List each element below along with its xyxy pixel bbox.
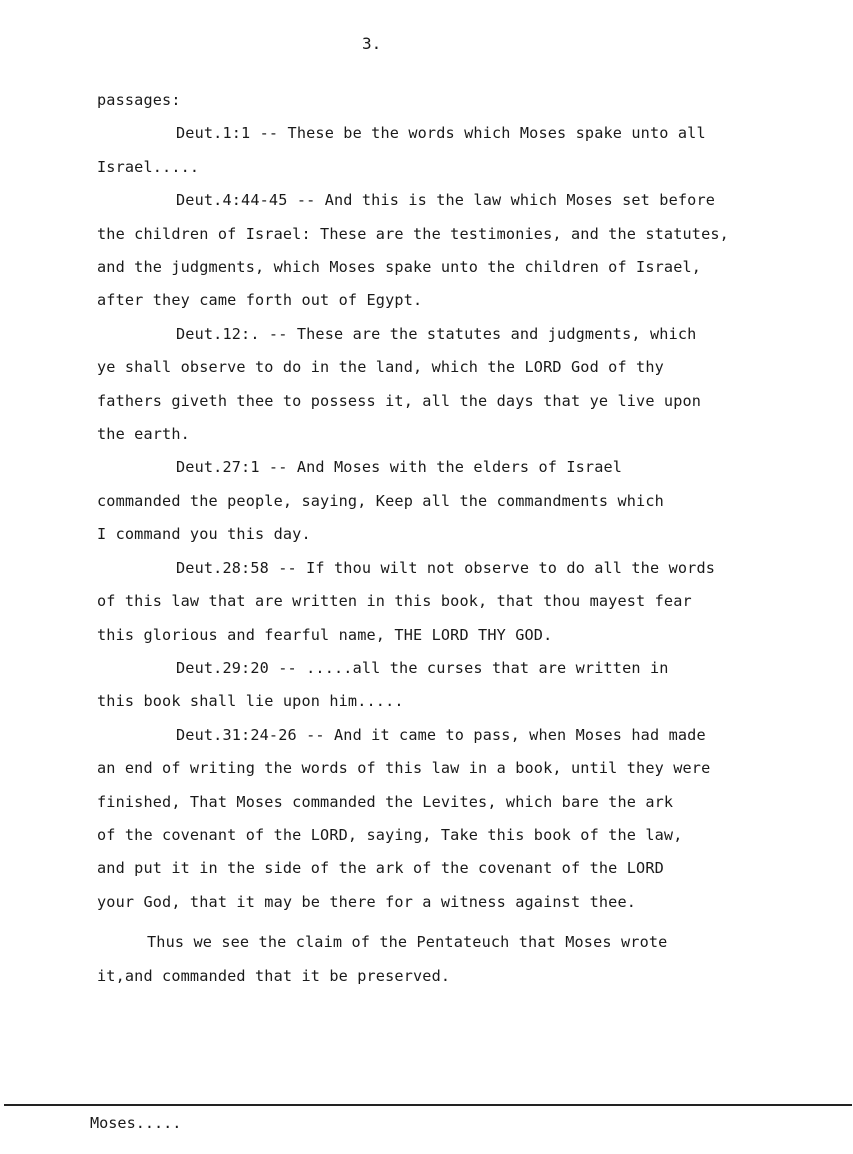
text-line: Deut.1:1 -- These be the words which Moses spake unto all [176,124,706,143]
text-line: of the covenant of the LORD, saying, Take this book of the law, [97,825,683,844]
text-line: your God, that it may be there for a witness against thee. [97,892,637,911]
text-line: Deut.27:1 -- And Moses with the elders of Israel [176,458,623,477]
text-line: Thus we see the claim of the Pentateuch that Moses wrote [147,933,668,952]
text-line: passages: [97,91,181,109]
document-body [97,84,797,993]
text-line: fathers giveth thee to possess it, all the days that ye live upon [97,391,702,410]
page-number: 3. [362,34,382,53]
text-line: Deut.12:. -- These are the statutes and judgments, which [176,324,697,343]
text-line: Deut.4:44-45 -- And this is the law which Moses set before [176,191,716,210]
text-line: ye shall observe to do in the land, which the LORD God of thy [97,358,664,377]
footer-rule [4,1104,852,1106]
text-line: I command you this day. [97,525,311,544]
text-line: Israel..... [97,157,200,176]
footer-catchword: Moses..... [90,1114,182,1132]
text-line: Deut.28:58 -- If thou wilt not observe to do all the words [176,558,716,577]
text-line: of this law that are written in this book, that thou mayest fear [97,592,692,611]
text-line: after they came forth out of Egypt. [97,291,423,310]
text-line: Deut.29:20 -- .....all the curses that are written in [176,658,669,677]
text-line: the earth. [97,425,190,444]
text-line: Deut.31:24-26 -- And it came to pass, when Moses had made [176,725,706,744]
text-line: finished, That Moses commanded the Levites, which bare the ark [97,792,674,811]
text-line: and the judgments, which Moses spake unto the children of Israel, [97,258,702,277]
text-line: it,and commanded that it be preserved. [97,966,451,985]
text-line: the children of Israel: These are the testimonies, and the statutes, [97,224,729,243]
text-line: an end of writing the words of this law in a book, until they were [97,759,711,778]
text-line: this glorious and fearful name, THE LORD THY GOD. [97,625,553,644]
text-line: and put it in the side of the ark of the covenant of the LORD [97,859,664,878]
text-line: this book shall lie upon him..... [97,692,404,711]
text-line: commanded the people, saying, Keep all the commandments which [97,491,664,510]
